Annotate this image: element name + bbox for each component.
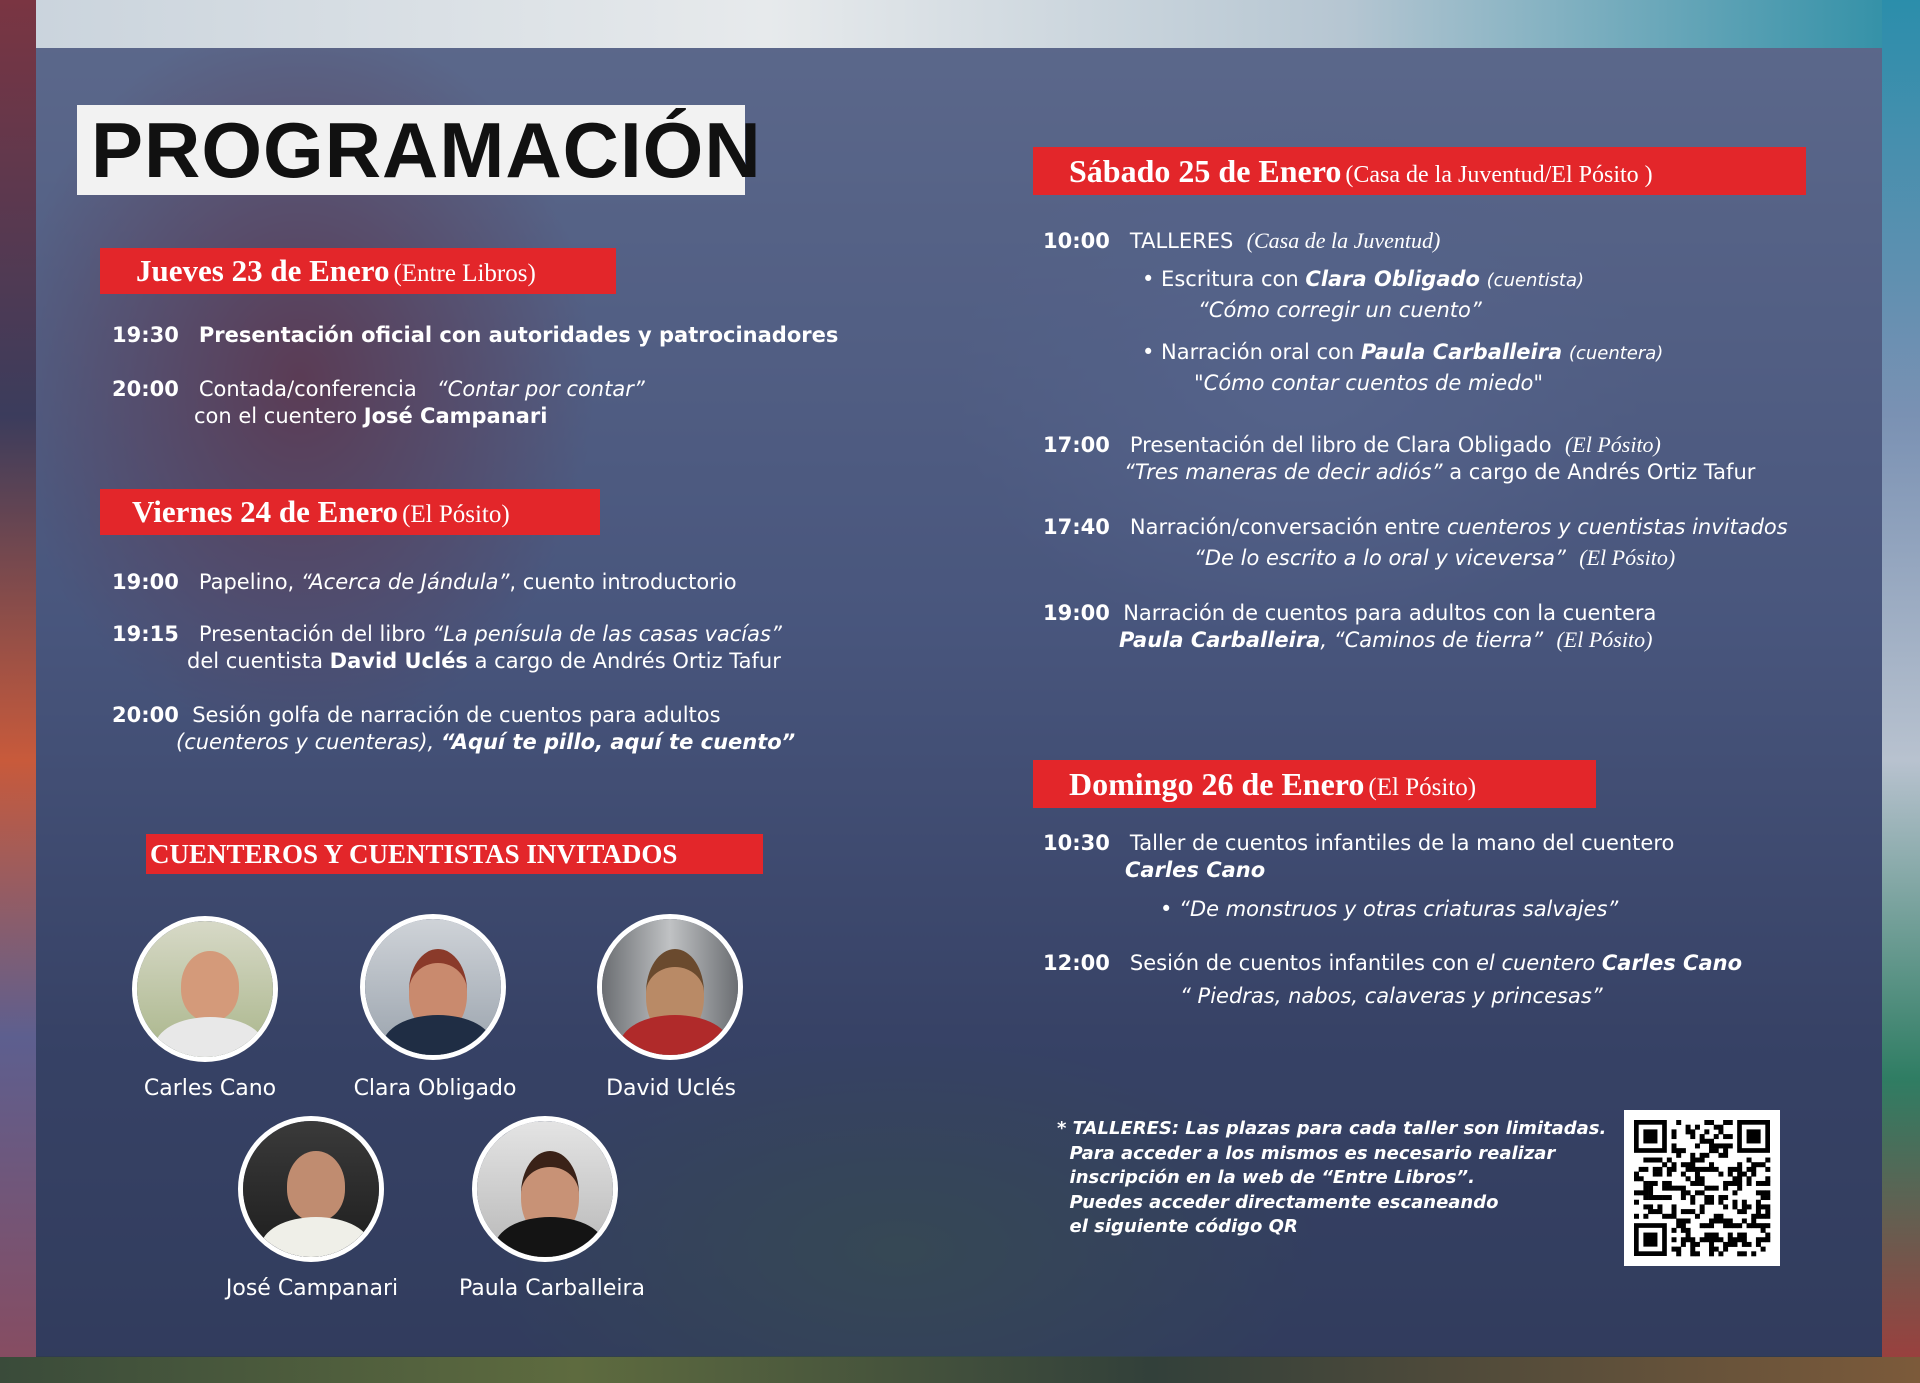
event-quote: “La penísula de las casas vacías” [432,622,782,646]
event-person: Carles Cano [1125,858,1266,882]
banner-jueves-venue: (Entre Libros) [393,260,536,287]
event-person: Paula Carballeira [1360,340,1563,364]
jueves-event-2-line2 [194,403,547,429]
banner-domingo-heading: Domingo 26 de Enero [1069,766,1365,802]
event-text: • Narración oral con [1142,340,1355,364]
event-text: con el cuentero [194,404,358,428]
painting-border-bottom [0,1357,1920,1383]
event-quote: “Aquí te pillo, aquí te cuento” [440,730,796,754]
event-person: Carles Cano [1601,951,1743,975]
avatar-clara-obligado [360,914,506,1060]
event-time: 19:30 [112,323,179,347]
event-time: 17:00 [1043,433,1110,457]
viernes-event-1 [112,569,737,595]
event-text: Sesión de cuentos infantiles con [1129,951,1470,975]
viernes-event-3-line2 [176,729,795,755]
event-quote: , “Caminos de tierra” [1320,628,1544,652]
event-text: Narración/conversación entre [1129,515,1441,539]
event-text: Presentación oficial con autoridades y patrocinadores [198,323,839,347]
banner-jueves-heading: Jueves 23 de Enero [136,253,390,288]
talleres-note [1057,1117,1606,1240]
note-line: el siguiente código QR [1057,1216,1298,1237]
banner-sabado [1033,147,1806,195]
sabado-event-2-line2 [1124,459,1755,485]
note-line: Puedes acceder directamente escaneando [1057,1191,1499,1213]
event-quote: “ Piedras, nabos, calaveras y princesas” [1180,984,1603,1008]
event-venue: (El Pósito) [1564,432,1661,457]
painting-border-top [0,0,1920,48]
event-time: 17:40 [1043,515,1110,539]
sabado-event-1 [1043,228,1440,254]
banner-sabado-heading: Sábado 25 de Enero [1069,153,1342,189]
banner-invitados [146,834,763,874]
person-name: David Uclés [606,1076,736,1101]
event-text: Sesión golfa de narración de cuentos para adultos [192,703,721,727]
event-venue: (El Pósito) [1556,627,1653,652]
event-emph: el cuentero [1476,951,1596,975]
jueves-event-2 [112,376,645,402]
viernes-event-2-line2 [187,648,781,674]
domingo-event-2-quote [1180,983,1603,1009]
avatar-carles-cano [132,916,278,1062]
banner-invitados-heading: CUENTEROS Y CUENTISTAS INVITADOS [150,839,678,869]
event-person: Paula Carballeira [1119,628,1321,652]
event-time: 19:00 [112,570,179,594]
event-text: a cargo de Andrés Ortiz Tafur [474,649,781,673]
sabado-event-3 [1043,514,1788,540]
event-text: a cargo de Andrés Ortiz Tafur [1449,460,1756,484]
event-time: 19:00 [1043,601,1110,625]
event-quote: "Cómo contar cuentos de miedo" [1194,371,1544,395]
banner-viernes-heading: Viernes 24 de Enero [132,494,399,529]
event-emph: cuenteros y cuentistas invitados [1446,515,1788,539]
avatar-paula-carballeira [472,1116,618,1262]
sabado-event-3-line2 [1194,545,1675,571]
event-time: 10:30 [1043,831,1110,855]
painting-border-right [1882,0,1920,1383]
sabado-taller-2 [1142,339,1663,367]
event-text: Narración de cuentos para adultos con la cuentera [1123,601,1657,625]
event-text: del cuentista [187,649,323,673]
note-line: Para acceder a los mismos es necesario realizar [1057,1142,1556,1164]
event-quote: “Tres maneras de decir adiós” [1124,460,1443,484]
sabado-taller-1-quote [1198,297,1482,323]
event-quote: “De lo escrito a lo oral y viceversa” [1194,546,1566,570]
viernes-event-3 [112,702,721,728]
domingo-event-1 [1043,830,1674,856]
event-person: David Uclés [329,649,468,673]
event-text: Taller de cuentos infantiles de la mano del cuentero [1129,831,1675,855]
event-text: (cuenteros y cuenteras), [176,730,435,754]
event-quote: “Contar por contar” [436,377,645,401]
person-name: José Campanari [225,1276,399,1301]
banner-domingo-venue: (El Pósito) [1368,774,1477,801]
event-time: 20:00 [112,703,179,727]
event-quote: • “De monstruos y otras criaturas salvajes” [1160,897,1619,921]
sabado-event-2 [1043,432,1661,458]
event-role: (cuentera) [1568,343,1664,364]
event-role: (cuentista) [1486,270,1585,291]
note-line: * TALLERES: Las plazas para cada taller son limitadas. [1057,1118,1607,1139]
page-title-box [77,105,762,195]
qr-code-icon[interactable] [1624,1110,1780,1266]
avatar-david-ucles [597,914,743,1060]
page-title: PROGRAMACIÓN [91,106,762,194]
painting-border-left [0,0,36,1383]
sabado-taller-2-quote [1194,370,1543,396]
avatar-jose-campanari [238,1116,384,1262]
banner-jueves [100,248,616,294]
event-text: TALLERES [1129,229,1234,253]
event-time: 19:15 [112,622,179,646]
event-time: 10:00 [1043,229,1110,253]
sabado-event-4-line2 [1119,627,1652,653]
jueves-event-1 [112,322,838,348]
domingo-event-2 [1043,950,1742,976]
event-text: • Escritura con [1142,267,1299,291]
event-venue: (Casa de la Juventud) [1246,228,1441,253]
event-quote: “Acerca de Jándula” [300,570,510,594]
event-person: José Campanari [363,404,548,428]
person-name: Clara Obligado [353,1076,517,1101]
qr-code-graphic [1624,1110,1780,1266]
note-line: inscripción en la web de “Entre Libros”. [1057,1167,1475,1188]
event-time: 20:00 [112,377,179,401]
event-text: Papelino, [198,570,295,594]
event-venue: (El Pósito) [1579,545,1676,570]
banner-sabado-venue: (Casa de la Juventud/El Pósito ) [1345,162,1653,188]
event-text: Contada/conferencia [198,377,417,401]
domingo-event-1-quote [1160,896,1618,922]
event-text: Presentación del libro de Clara Obligado [1129,433,1552,457]
event-text: , cuento introductorio [509,570,737,594]
person-name: Paula Carballeira [458,1276,646,1301]
event-person: Clara Obligado [1305,267,1480,291]
domingo-event-1-line2 [1125,857,1265,883]
banner-domingo [1033,760,1596,808]
viernes-event-2 [112,621,782,647]
event-time: 12:00 [1043,951,1110,975]
sabado-taller-1 [1142,266,1584,294]
banner-viernes [100,489,600,535]
person-name: Carles Cano [143,1076,277,1101]
banner-viernes-venue: (El Pósito) [402,501,510,528]
event-quote: “Cómo corregir un cuento” [1198,298,1482,322]
event-text: Presentación del libro [198,622,426,646]
sabado-event-4 [1043,600,1656,626]
